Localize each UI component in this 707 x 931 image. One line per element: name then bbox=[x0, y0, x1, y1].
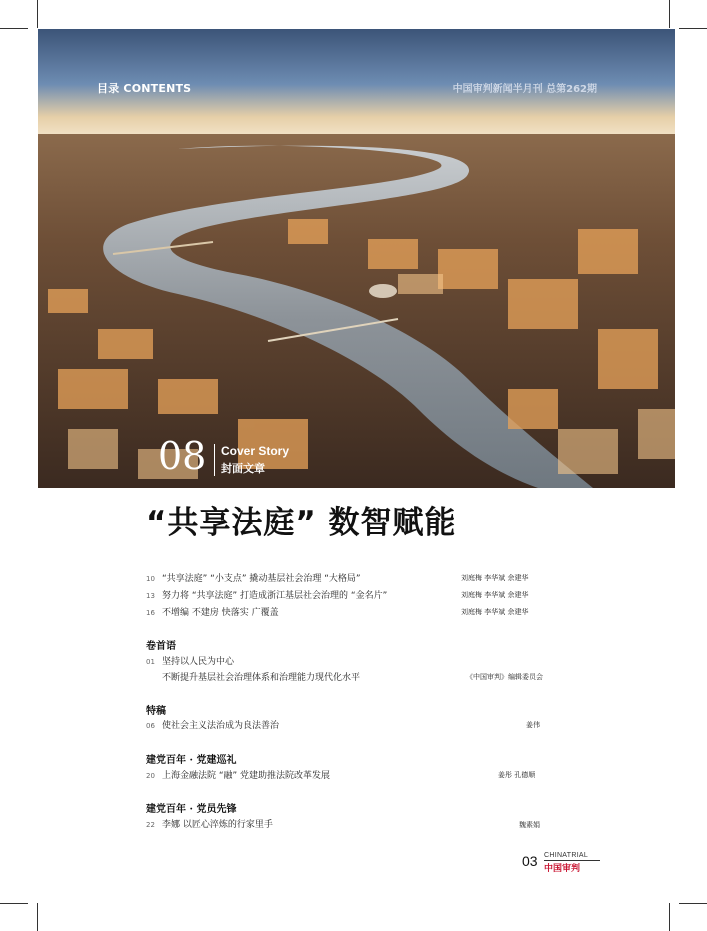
crop-mark bbox=[37, 0, 38, 28]
cover-divider bbox=[214, 444, 215, 476]
crop-mark bbox=[37, 903, 38, 931]
toc-authors: 《中国审判》编辑委员会 bbox=[466, 673, 543, 681]
toc-page: 22 bbox=[146, 821, 155, 829]
toc-page: 13 bbox=[146, 592, 155, 600]
toc-title: “共享法庭” “小支点” 撬动基层社会治理 “大格局” bbox=[162, 574, 361, 584]
toc-title: 使社会主义法治成为良法善治 bbox=[162, 721, 280, 731]
toc-item[interactable] bbox=[146, 571, 361, 584]
section-title: 卷首语 bbox=[146, 641, 176, 652]
toc-item[interactable] bbox=[146, 654, 234, 667]
cover-story-label-en: Cover Story bbox=[221, 444, 290, 458]
toc-item[interactable] bbox=[146, 605, 279, 618]
toc-title: 李娜 以匠心淬炼的行家里手 bbox=[162, 820, 273, 830]
toc-title-continued[interactable]: 不断提升基层社会治理体系和治理能力现代化水平 bbox=[162, 673, 361, 683]
toc-item[interactable] bbox=[146, 588, 387, 601]
toc-authors: 姜彤 孔德顺 bbox=[498, 771, 536, 779]
toc-authors: 魏素娟 bbox=[519, 821, 540, 829]
cover-story-number: 08 bbox=[158, 434, 207, 478]
toc-page: 10 bbox=[146, 575, 155, 583]
toc-title: 坚持以人民为中心 bbox=[162, 657, 235, 667]
crop-mark bbox=[0, 903, 28, 904]
toc-authors: 刘庭梅 李华斌 余建华 bbox=[461, 608, 529, 616]
toc-title: 上海金融法院 “融” 党建助推法院改革发展 bbox=[162, 771, 331, 781]
toc-authors: 姜伟 bbox=[526, 721, 540, 729]
crop-mark bbox=[669, 0, 670, 28]
toc-title: 不增编 不建房 快落实 广覆盖 bbox=[162, 608, 279, 618]
section-title: 特稿 bbox=[146, 706, 166, 717]
toc-item[interactable] bbox=[146, 768, 330, 781]
section-title: 建党百年 · 党建巡礼 bbox=[146, 755, 237, 766]
brand-name-cn: 中国审判 bbox=[544, 864, 581, 874]
cover-photo bbox=[38, 29, 675, 488]
toc-authors: 刘庭梅 李华斌 余建华 bbox=[461, 574, 529, 582]
toc-title: 努力将 “共享法庭” 打造成浙江基层社会治理的 “金名片” bbox=[162, 591, 388, 601]
toc-item[interactable] bbox=[146, 817, 273, 830]
crop-mark bbox=[679, 903, 707, 904]
cover-story-label-cn: 封面文章 bbox=[221, 462, 265, 475]
crop-mark bbox=[0, 28, 28, 29]
aerial-river-illustration bbox=[38, 29, 675, 488]
section-title: 建党百年 · 党员先锋 bbox=[146, 804, 237, 815]
toc-item[interactable] bbox=[146, 718, 279, 731]
toc-authors: 刘庭梅 李华斌 余建华 bbox=[461, 591, 529, 599]
brand-name-en: CHINATRIAL bbox=[544, 852, 589, 859]
crop-mark bbox=[669, 903, 670, 931]
toc-page: 06 bbox=[146, 722, 155, 730]
toc-page: 01 bbox=[146, 658, 155, 666]
toc-page: 16 bbox=[146, 609, 155, 617]
crop-mark bbox=[679, 28, 707, 29]
page-number: 03 bbox=[522, 853, 538, 869]
journal-issue: 中国审判新闻半月刊 总第262期 bbox=[452, 84, 597, 95]
contents-label: 目录 CONTENTS bbox=[97, 82, 192, 95]
toc-page: 20 bbox=[146, 772, 155, 780]
cover-headline[interactable]: “共享法庭” 数智赋能 bbox=[146, 505, 457, 541]
